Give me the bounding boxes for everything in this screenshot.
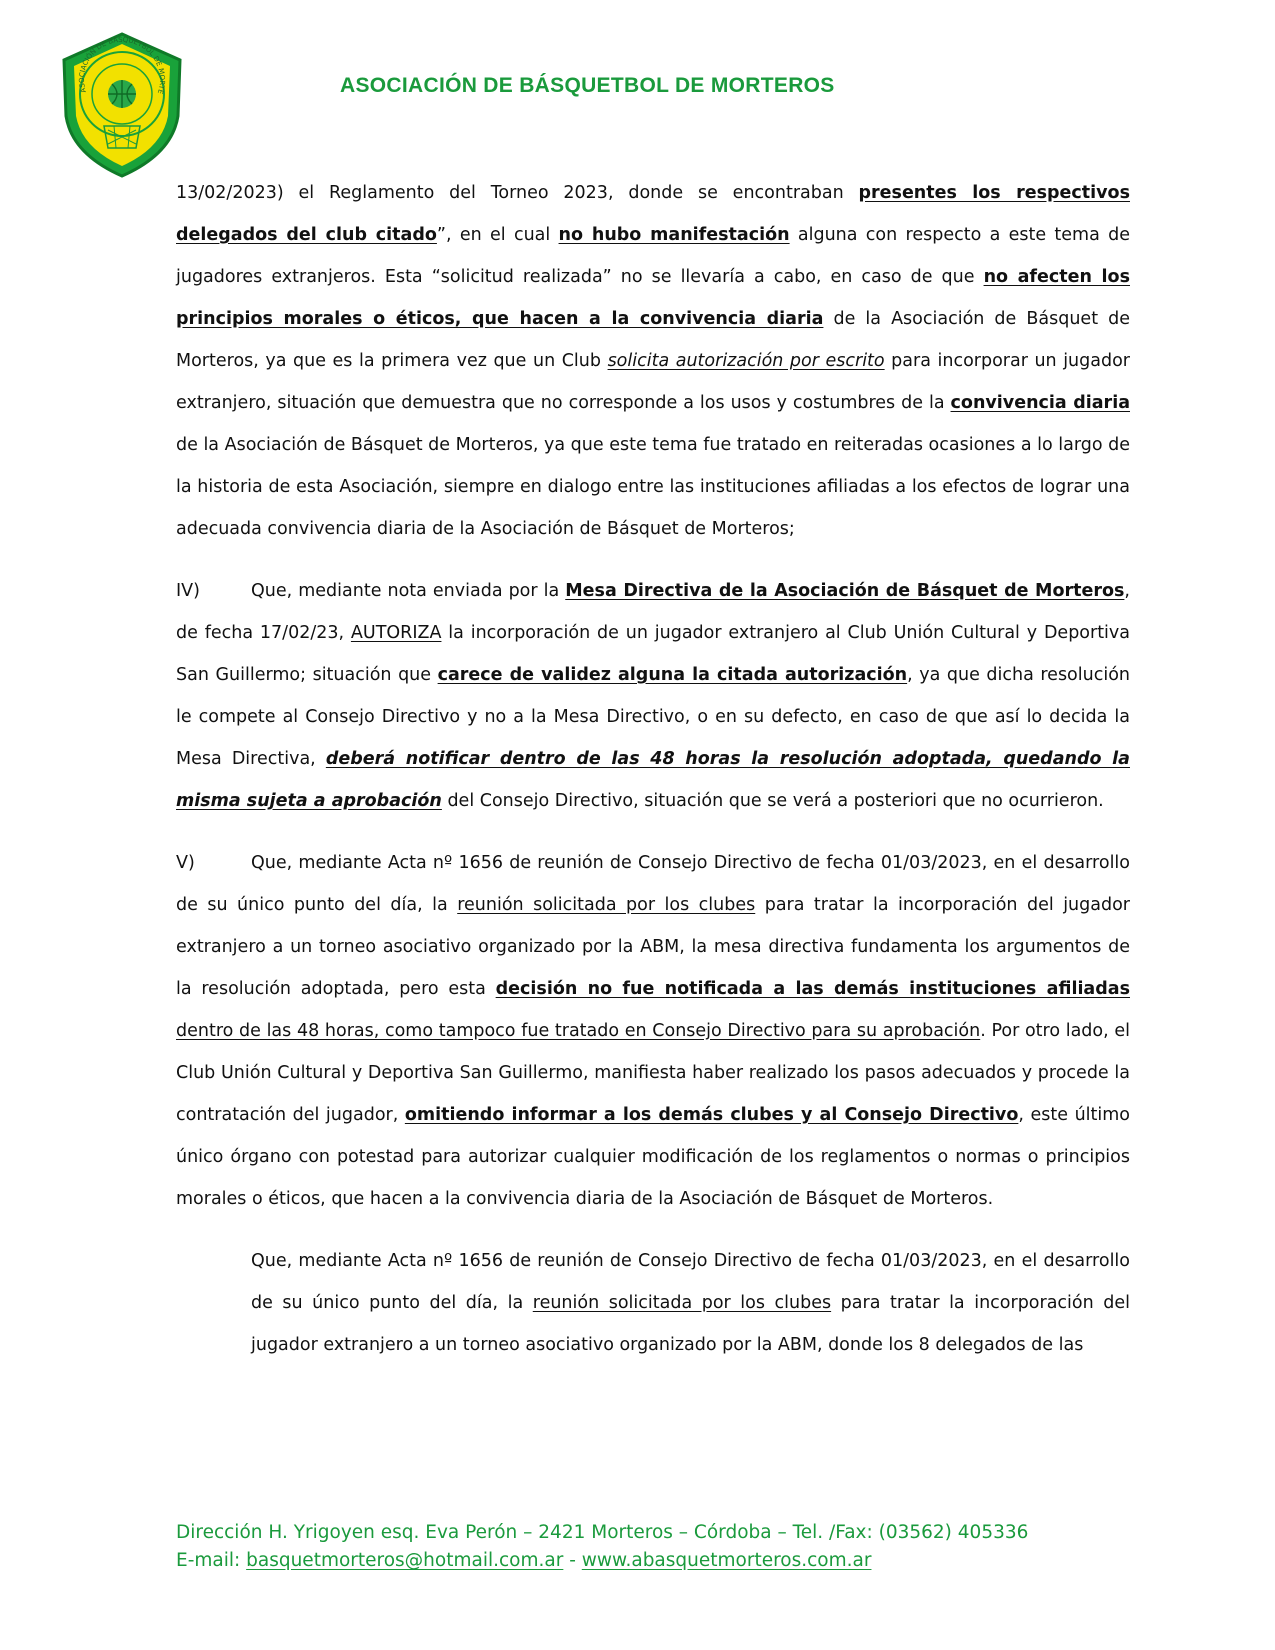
email-label: E-mail: xyxy=(176,1550,247,1571)
text-run: Que, mediante Acta nº 1656 de reunión de Consejo Directivo de fecha 01/03/2023, en el desarrollo de su único punto del día, la xyxy=(251,1251,1130,1313)
emphasis-text: solicita autorización por escrito xyxy=(607,351,885,371)
emphasis-text: reunión solicitada por los clubes xyxy=(532,1293,832,1313)
text-run: ”, en el cual xyxy=(436,225,559,245)
text-run: Que, mediante nota enviada por la xyxy=(251,581,566,601)
emphasis-text: convivencia diaria xyxy=(950,393,1130,413)
text-run: , ya que dicha resolución le compete al Consejo Directivo y no a la Mesa Directivo, o en su defecto, en caso de que así lo decida la Mesa Directiva, xyxy=(176,665,1131,769)
emphasis-text: presentes los respectivos delegados del club citado xyxy=(176,183,1130,245)
paragraph-indented xyxy=(176,1240,1130,1366)
separator: - xyxy=(563,1550,582,1571)
emphasis-text: no hubo manifestación xyxy=(558,225,790,245)
document-body xyxy=(176,172,1130,1386)
emphasis-text: carece de validez alguna la citada autorización xyxy=(437,665,908,685)
page-title: ASOCIACIÓN DE BÁSQUETBOL DE MORTEROS xyxy=(340,74,835,97)
emphasis-text: reunión solicitada por los clubes xyxy=(457,895,756,915)
text-run: , de fecha 17/02/23, xyxy=(176,581,1130,643)
paragraph-continuation xyxy=(176,172,1130,550)
paragraph-iv xyxy=(176,570,1130,822)
text-run: Que, mediante Acta nº 1656 de reunión de Consejo Directivo de fecha 01/03/2023, en el desarrollo de su único punto del día, la xyxy=(176,853,1130,915)
paragraph-label: V) xyxy=(176,853,195,873)
text-run: 13/02/2023) el Reglamento del Torneo 2023, donde se encontraban xyxy=(176,183,859,203)
emphasis-text: Mesa Directiva de la Asociación de Básquet de Morteros xyxy=(565,581,1125,601)
text-run: de la Asociación de Básquet de Morteros, ya que este tema fue tratado en reiteradas ocasiones a lo largo de la historia de esta Asociación, siempre en dialogo entre las instituciones afiliadas a los efectos de lograr una adecuada convivencia diaria de la Asociación de Básquet de Morteros; xyxy=(176,435,1130,539)
svg-text:ASOCIACIÓN DE BÁSQUETBOL DE MO: ASOCIACIÓN DE BÁSQUETBOL DE MORTE xyxy=(77,35,167,95)
paragraph-v xyxy=(176,842,1130,1220)
text-run: para tratar la incorporación del jugador extranjero a un torneo asociativo organizado por la ABM, la mesa directiva fundamenta los argumentos de la resolución adoptada, pero esta xyxy=(176,895,1130,999)
association-logo xyxy=(56,30,188,180)
text-run: , este último único órgano con potestad para autorizar cualquier modificación de los reglamentos o normas o principios morales o éticos, que hacen a la convivencia diaria de la Asociación de Básquet de Morteros. xyxy=(176,1105,1131,1209)
emphasis-text: deberá notificar dentro de las 48 horas la resolución adoptada, quedando la misma sujeta a aprobación xyxy=(176,749,1130,811)
email-link[interactable]: basquetmorteros@hotmail.com.ar xyxy=(246,1550,564,1571)
emphasis-text: no afecten los principios morales o éticos, que hacen a la convivencia diaria xyxy=(176,267,1130,329)
emphasis-text: dentro de las 48 horas, como tampoco fue tratado en Consejo Directivo para su aprobación xyxy=(176,1021,981,1041)
text-run: la incorporación de un jugador extranjero al Club Unión Cultural y Deportiva San Guillermo; situación que xyxy=(176,623,1131,685)
paragraph-label: IV) xyxy=(176,581,200,601)
website-link[interactable]: www.abasquetmorteros.com.ar xyxy=(581,1550,872,1571)
emphasis-text: decisión no fue notificada a las demás instituciones afiliadas xyxy=(495,979,1130,999)
text-run: alguna con respecto a este tema de jugadores extranjeros. Esta “solicitud realizada” no se llevaría a cabo, en caso de que xyxy=(176,225,1130,287)
text-run: para tratar la incorporación del jugador extranjero a un torneo asociativo organizado por la ABM, donde los 8 delegados de las xyxy=(251,1293,1130,1355)
page-footer xyxy=(176,1519,1176,1575)
footer-address: Dirección H. Yrigoyen esq. Eva Perón – 2421 Morteros – Córdoba – Tel. /Fax: (03562) 405336 xyxy=(176,1522,1029,1543)
text-run: . Por otro lado, el Club Unión Cultural y Deportiva San Guillermo, manifiesta haber realizado los pasos adecuados y procede la contratación del jugador, xyxy=(176,1021,1130,1125)
emphasis-text: AUTORIZA xyxy=(350,623,442,643)
footer-contact xyxy=(176,1547,1176,1575)
text-run: del Consejo Directivo, situación que se verá a posteriori que no ocurrieron. xyxy=(441,791,1104,811)
text-run: de la Asociación de Básquet de Morteros, ya que es la primera vez que un Club xyxy=(176,309,1130,371)
emphasis-text: omitiendo informar a los demás clubes y al Consejo Directivo xyxy=(404,1105,1019,1125)
text-run: para incorporar un jugador extranjero, situación que demuestra que no corresponde a los usos y costumbres de la xyxy=(176,351,1130,413)
